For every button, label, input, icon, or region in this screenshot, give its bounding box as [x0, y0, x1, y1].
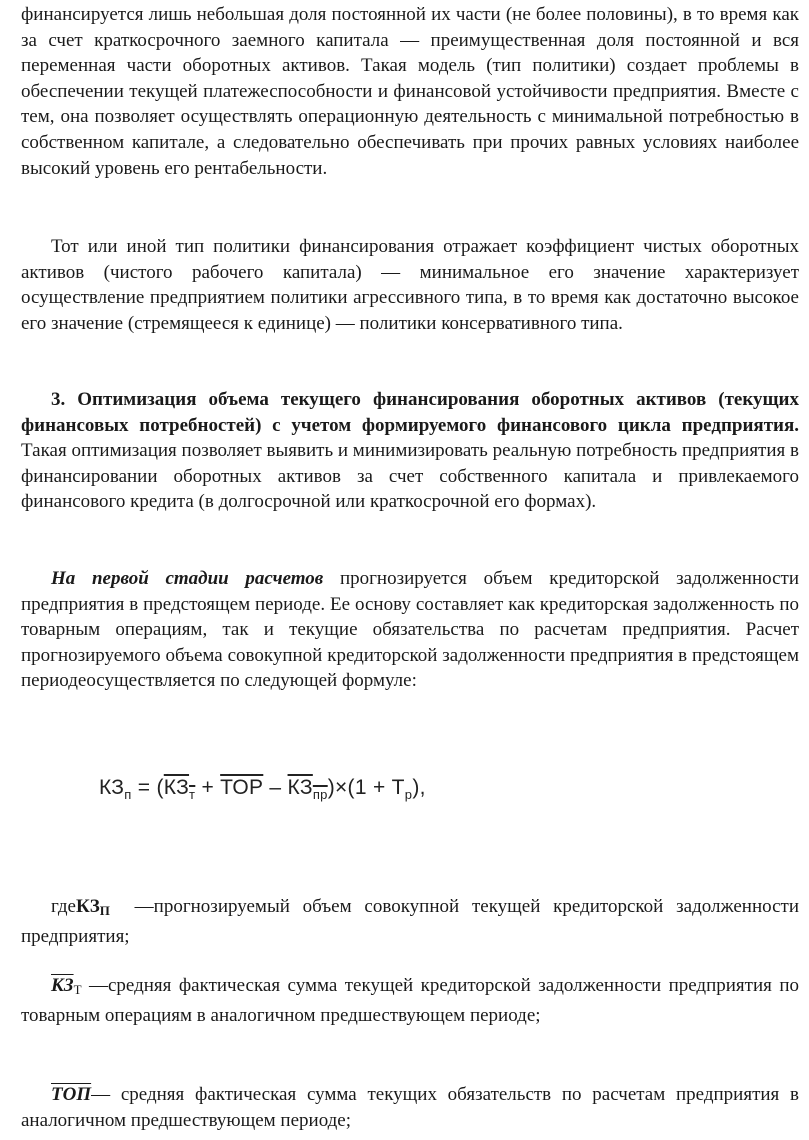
formula-close: ),: [412, 776, 426, 799]
formula-tail-sub: р: [404, 787, 413, 803]
definition-prefix: где: [51, 896, 76, 917]
formula-lhs: КЗ: [99, 776, 125, 799]
definition-kzt: [21, 973, 799, 1028]
formula-term-top: ТОР: [220, 776, 264, 799]
definition-kzp-text: —прогнозируемый объем совокупной текущей кредиторской задолженности предприятия;: [21, 896, 799, 947]
definition-top-text: — средняя фактическая сумма текущих обязательств по расчетам предприятия в аналогичном предшествующем периоде;: [21, 1084, 799, 1131]
definition-top-term: ТОП: [51, 1084, 92, 1105]
formula-tail: )×(1 + Т: [327, 776, 405, 799]
formula-minus: –: [263, 776, 288, 799]
paragraph-optimization: [21, 387, 799, 515]
optimization-text: Такая оптимизация позволяет выявить и минимизировать реальную потребность предприятия в финансировании оборотных активов за счет собственного капитала и привлекаемого финансового кредита (в долгосрочной или краткосрочной его формах).: [21, 440, 799, 513]
paragraph-financing-model: финансируется лишь небольшая доля постоянной их части (не более половины), в то время как за счет краткосрочного заемного капитала — преимущественная доля постоянной и вся переменная части оборотных активов. Такая модель (тип политики) создает проблемы в обеспечении текущей платежеспособности и финансовой устойчивости предприятия. Вместе с тем, она позволяет осуществлять операционную деятельность с минимальной потребностью в собственном капитале, а следовательно обеспечивать при прочих равных условиях наиболее высокий уровень его рентабельности.: [21, 4, 799, 179]
paragraph-first-stage: [21, 566, 799, 694]
paragraph-policy-coefficient: Тот или иной тип политики финансирования отражает коэффициент чистых оборотных активов (чистого рабочего капитала) — минимальное его значение характеризует осуществление предприятием политики агрессивного типа, в то время как достаточно высокое его значение (стремящееся к единице) — политики консервативного типа.: [21, 236, 799, 334]
definition-kzt-term: КЗ: [51, 975, 74, 996]
optimization-heading: 3. Оптимизация объема текущего финансирования оборотных активов (текущих финансовых потребностей) с учетом формируемого финансового цикла предприятия.: [21, 389, 799, 436]
definition-kzp: [21, 894, 799, 949]
first-stage-label: На первой стадии расчетов: [51, 568, 324, 589]
definition-top: [21, 1082, 799, 1133]
formula-term-kzpr: $КЗ_{пр}$: [287, 776, 328, 803]
formula-plus: +: [195, 776, 221, 799]
formula-eq: = (: [131, 776, 164, 799]
payables-formula: [99, 776, 426, 802]
first-stage-text: прогнозируется объем кредиторской задолженности предприятия в предстоящем периоде. Ее основу составляет как кредиторская задолженность по товарным операциям, так и текущие обязательства по расчетам предприятия. Расчет прогнозируемого объема совокупной кредиторской задолженности предприятия в предстоящем периодеосуществляется по следующей формуле:: [21, 568, 799, 692]
formula-lhs-sub: п: [124, 787, 132, 803]
formula-term-kzt: $КЗ_т$: [163, 776, 196, 803]
definition-kzt-sub: Т: [73, 982, 82, 997]
definition-kzp-term: КЗП: [75, 896, 110, 918]
definition-kzt-text: —средняя фактическая сумма текущей кредиторской задолженности предприятия по товарным операциям в аналогичном предшествующем периоде;: [21, 975, 799, 1026]
